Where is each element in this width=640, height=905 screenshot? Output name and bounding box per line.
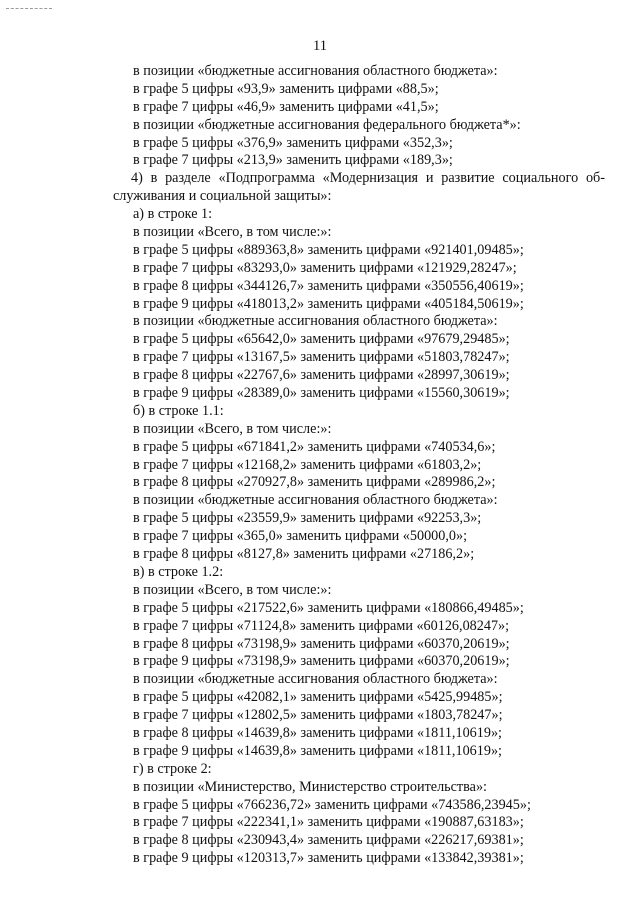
text-line: в графе 5 цифры «889363,8» заменить цифрами «921401,09485»;: [133, 241, 524, 258]
text-line: в позиции «бюджетные ассигнования областного бюджета»:: [133, 313, 498, 330]
text-line: в позиции «бюджетные ассигнования областного бюджета»:: [133, 63, 498, 79]
text-line: в позиции «Всего, в том числе:»:: [133, 420, 332, 437]
text-line: в графе 8 цифры «73198,9» заменить цифрами «60370,20619»;: [133, 635, 510, 652]
text-line: в графе 7 цифры «222341,1» заменить цифрами «190887,63183»;: [133, 814, 524, 831]
text-line: в позиции «Министерство, Министерство строительства»:: [133, 778, 487, 795]
text-line: в графе 8 цифры «8127,8» заменить цифрами «27186,2»;: [133, 546, 475, 563]
text-line: в графе 8 цифры «14639,8» заменить цифрами «1811,10619»;: [133, 724, 502, 741]
text-line: в графе 5 цифры «42082,1» заменить цифрами «5425,99485»;: [133, 689, 503, 706]
text-line: в позиции «бюджетные ассигнования областного бюджета»:: [133, 671, 498, 688]
text-line: в графе 7 цифры «365,0» заменить цифрами «50000,0»;: [133, 528, 468, 545]
text-line: в графе 7 цифры «12802,5» заменить цифрами «1803,78247»;: [133, 707, 503, 724]
text-line: в графе 9 цифры «28389,0» заменить цифрами «15560,30619»;: [133, 385, 510, 402]
text-line: служивания и социальной защиты»:: [113, 188, 332, 205]
text-line: в графе 8 цифры «22767,6» заменить цифрами «28997,30619»;: [133, 367, 510, 384]
text-line: в графе 5 цифры «93,9» заменить цифрами «88,5»;: [133, 80, 439, 97]
text-line: в графе 5 цифры «671841,2» заменить цифрами «740534,6»;: [133, 438, 496, 455]
text-line: а) в строке 1:: [133, 206, 213, 223]
page-number: 11: [313, 38, 327, 54]
text-line: б) в строке 1.1:: [133, 402, 224, 419]
text-line: в) в строке 1.2:: [133, 563, 224, 580]
text-line: в позиции «Всего, в том числе:»:: [133, 581, 332, 598]
text-line: в графе 5 цифры «766236,72» заменить цифрами «743586,23945»;: [133, 796, 531, 813]
scan-artifact-mark: [6, 8, 52, 12]
text-line: г) в строке 2:: [133, 760, 212, 777]
text-line: в позиции «бюджетные ассигнования областного бюджета»:: [133, 492, 498, 509]
text-line: в графе 8 цифры «270927,8» заменить цифрами «289986,2»;: [133, 474, 496, 491]
text-line: в графе 8 цифры «344126,7» заменить цифрами «350556,40619»;: [133, 277, 524, 294]
text-line: в графе 8 цифры «230943,4» заменить цифрами «226217,69381»;: [133, 832, 524, 849]
text-line: в позиции «Всего, в том числе:»:: [133, 224, 332, 241]
text-line: в графе 9 цифры «73198,9» заменить цифрами «60370,20619»;: [133, 653, 510, 670]
text-line: в графе 7 цифры «83293,0» заменить цифрами «121929,28247»;: [133, 259, 517, 276]
text-line: в графе 5 цифры «217522,6» заменить цифрами «180866,49485»;: [133, 599, 524, 616]
text-line: 4) в разделе «Подпрограмма «Модернизация и развитие социального об-: [131, 170, 605, 187]
text-line: в графе 7 цифры «13167,5» заменить цифрами «51803,78247»;: [133, 349, 510, 366]
text-line: в графе 7 цифры «46,9» заменить цифрами «41,5»;: [133, 98, 439, 115]
text-line: в позиции «бюджетные ассигнования федерального бюджета*»:: [133, 116, 521, 133]
text-line: в графе 5 цифры «376,9» заменить цифрами «352,3»;: [133, 134, 453, 151]
text-line: в графе 7 цифры «71124,8» заменить цифрами «60126,08247»;: [133, 617, 510, 634]
text-line: в графе 9 цифры «14639,8» заменить цифрами «1811,10619»;: [133, 742, 502, 759]
document-body: [113, 63, 605, 868]
text-line: в графе 7 цифры «213,9» заменить цифрами «189,3»;: [133, 152, 453, 169]
text-line: в графе 7 цифры «12168,2» заменить цифрами «61803,2»;: [133, 456, 482, 473]
text-line: в графе 9 цифры «120313,7» заменить цифрами «133842,39381»;: [133, 850, 524, 867]
text-line: в графе 9 цифры «418013,2» заменить цифрами «405184,50619»;: [133, 295, 524, 312]
text-line: в графе 5 цифры «65642,0» заменить цифрами «97679,29485»;: [133, 331, 510, 348]
text-line: в графе 5 цифры «23559,9» заменить цифрами «92253,3»;: [133, 510, 482, 527]
